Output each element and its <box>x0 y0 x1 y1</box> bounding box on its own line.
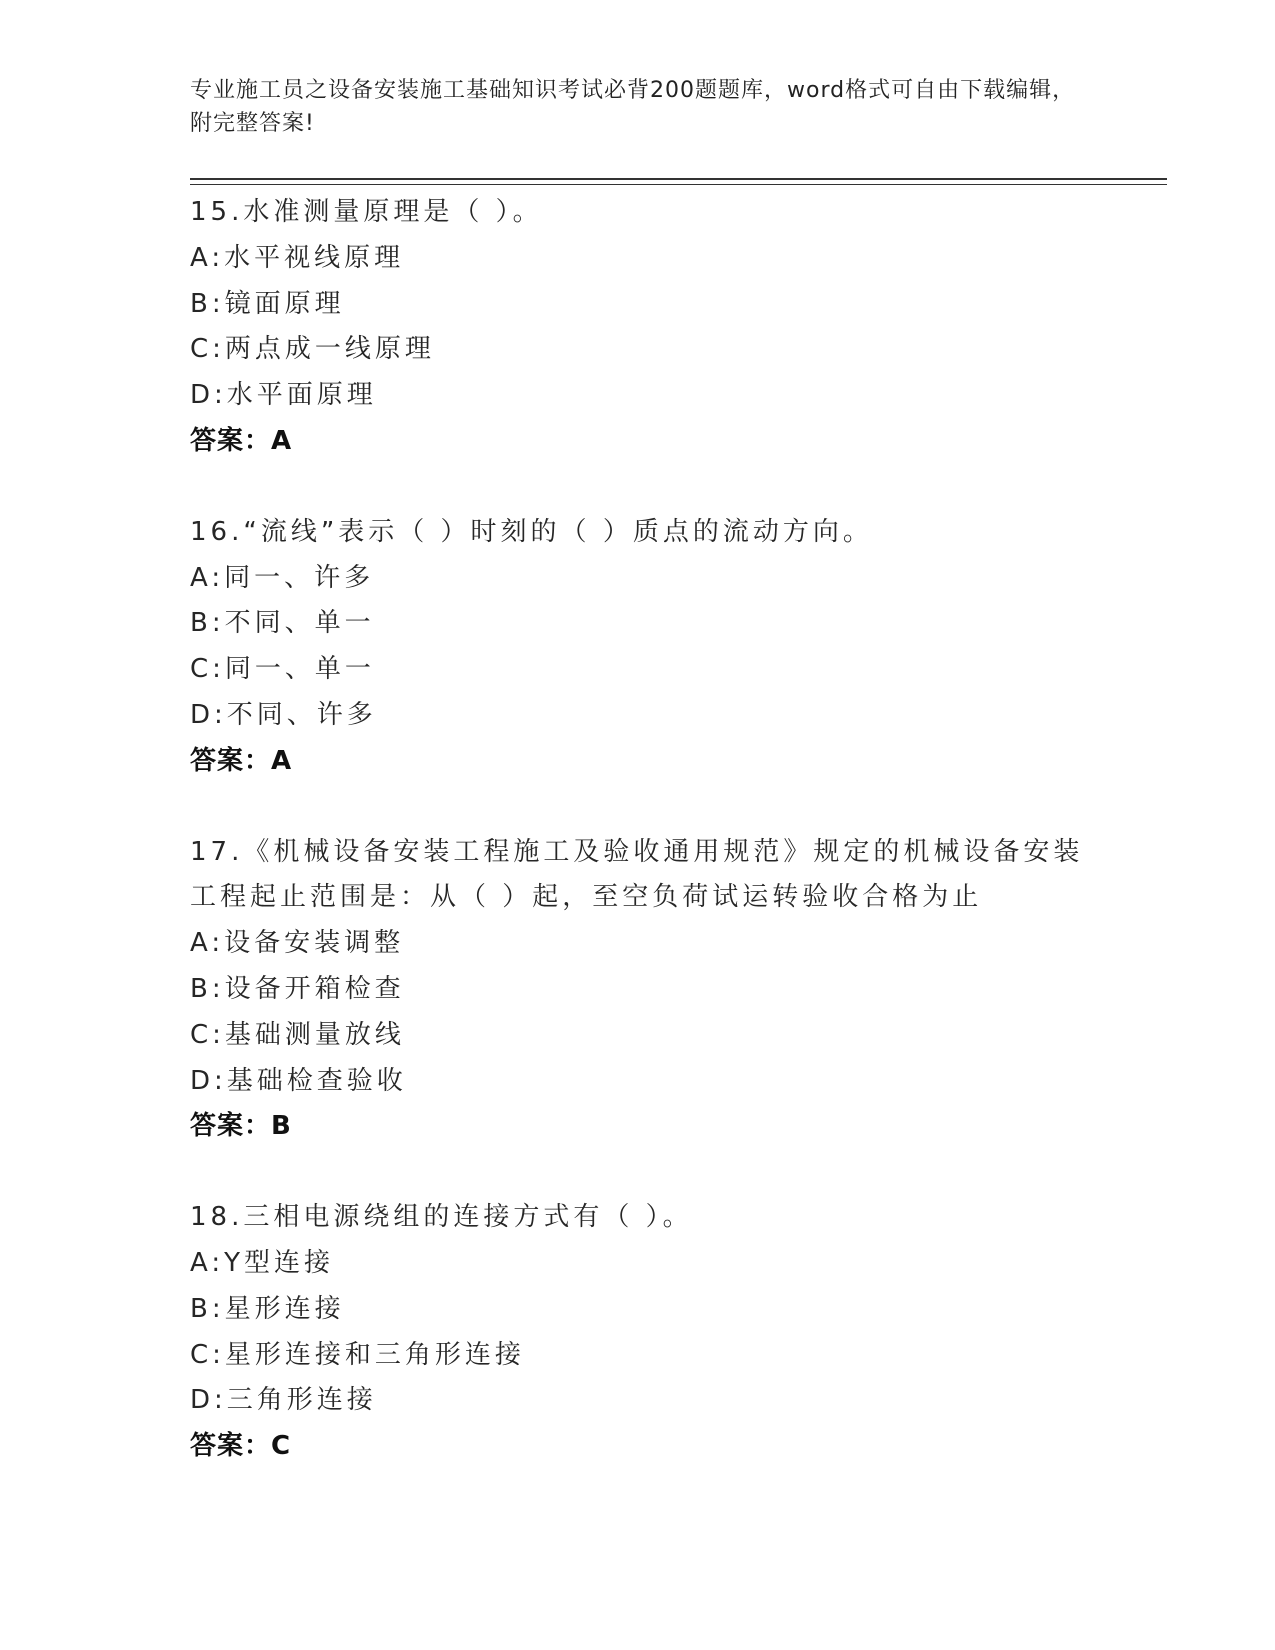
question-18 <box>190 1195 1090 1470</box>
option-b: B:星形连接 <box>190 1293 345 1324</box>
question-list <box>190 190 1090 1515</box>
option-b: B:不同、单一 <box>190 608 375 639</box>
document-header: 专业施工员之设备安装施工基础知识考试必背200题题库，word格式可自由下载编辑，附完整答案! <box>190 78 1076 136</box>
question-17 <box>190 830 1090 1151</box>
option-a: A:同一、许多 <box>190 562 375 593</box>
question-stem: 16.“流线”表示（ ）时刻的（ ）质点的流动方向。 <box>190 516 873 547</box>
option-c: C:星形连接和三角形连接 <box>190 1339 525 1370</box>
option-a: A:水平视线原理 <box>190 242 405 273</box>
option-c: C:两点成一线原理 <box>190 334 435 365</box>
header-rule-thick <box>190 178 1167 180</box>
answer-label: 答案：C <box>190 1431 292 1462</box>
option-a: A:设备安装调整 <box>190 928 405 959</box>
option-d: D:三角形连接 <box>190 1385 377 1416</box>
option-c: C:基础测量放线 <box>190 1019 405 1050</box>
option-b: B:设备开箱检查 <box>190 973 405 1004</box>
question-15 <box>190 190 1090 465</box>
option-c: C:同一、单一 <box>190 654 375 685</box>
option-b: B:镜面原理 <box>190 288 345 319</box>
header-rule-thin <box>190 184 1167 185</box>
answer-label: 答案：B <box>190 1111 292 1142</box>
option-a: A:Y型连接 <box>190 1247 334 1278</box>
question-stem: 18.三相电源绕组的连接方式有（ ）。 <box>190 1202 693 1233</box>
answer-label: 答案：A <box>190 745 293 776</box>
option-d: D:不同、许多 <box>190 699 377 730</box>
option-d: D:基础检查验收 <box>190 1065 407 1096</box>
question-16 <box>190 510 1090 785</box>
option-d: D:水平面原理 <box>190 380 377 411</box>
question-stem: 15.水准测量原理是（ ）。 <box>190 197 543 227</box>
answer-label: 答案：A <box>190 425 293 456</box>
question-stem: 17.《机械设备安装工程施工及验收通用规范》规定的机械设备安装工程起止范围是：从（ ）起，至空负荷试运转验收合格为止 <box>190 836 1084 913</box>
